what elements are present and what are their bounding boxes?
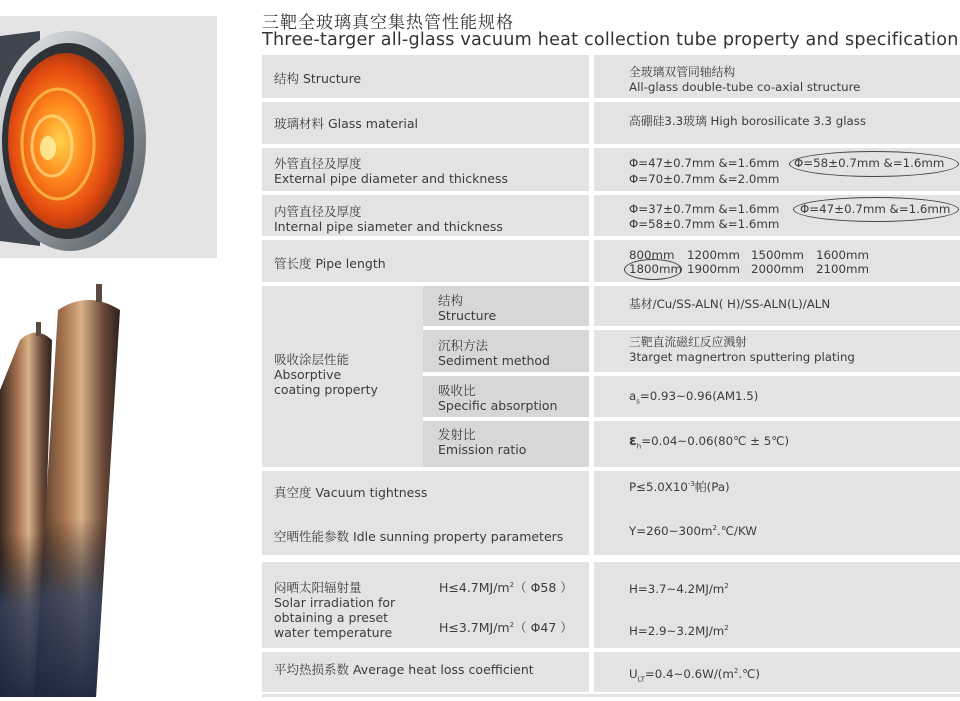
emission-value: $\varepsilon_h=0.04\sim 0.06(80℃$ ± 5℃)	[629, 433, 790, 451]
structure-label: 结构 Structure	[274, 71, 362, 86]
internal-pipe-value-1: Φ=37±0.7mm &=1.6mm	[629, 202, 780, 216]
heat-loss-label-cell	[262, 652, 589, 692]
vacuum-value: $P\le 5.0X10^{-3}$帕(Pa)	[629, 480, 730, 494]
pipe-length-value: 1500mm	[751, 248, 805, 262]
vacuum-tubes-image	[0, 270, 150, 697]
coating-structure-value-cell	[594, 286, 960, 326]
emission-label-cn: 发射比	[438, 427, 476, 442]
solar-condition-47: $H\le 3.7MJ/m^2$（ Φ47 ）	[439, 620, 573, 635]
heat-loss-value: $U_{LT}=0.4\sim 0.6W/(m^2.℃)$	[629, 667, 760, 684]
solar-condition-58: $H\le 4.7MJ/m^2$（ Φ58 ）	[439, 580, 573, 595]
coating-structure-label-cell	[423, 286, 589, 326]
pipe-length-value: 1200mm	[687, 248, 741, 262]
emission-value-cell	[594, 421, 960, 467]
page-title-en: Three-targer all-glass vacuum heat collection tube property and specification	[262, 30, 959, 50]
highlight-oval	[789, 151, 959, 177]
specific-absorption-label-cell	[423, 376, 589, 417]
coating-structure-label-en: Structure	[438, 308, 497, 323]
solar-label-en-3: water temperature	[274, 625, 393, 640]
sediment-label-cn: 沉积方法	[438, 338, 489, 353]
sediment-label-cell	[423, 330, 589, 372]
pipe-length-value-cell	[594, 240, 960, 282]
internal-pipe-value-3: Φ=58±0.7mm &=1.6mm	[629, 217, 780, 231]
highlight-oval	[793, 197, 959, 222]
vacuum-label-cell	[262, 471, 589, 510]
glass-material-value: 高硼硅3.3玻璃 High borosilicate 3.3 glass	[629, 114, 866, 128]
sediment-value-cell	[594, 330, 960, 372]
sediment-value-cn: 三靶直流磁红反应溅射	[629, 335, 747, 349]
structure-value-en: All-glass double-tube co-axial structure	[629, 80, 861, 94]
idle-value-cell	[594, 510, 960, 555]
internal-pipe-label-cell	[262, 195, 589, 236]
external-pipe-label-cell	[262, 148, 589, 191]
pipe-length-value: 1900mm	[687, 262, 741, 276]
solar-value-58: $H=3.7\sim 4.2MJ/m^2$	[629, 582, 729, 596]
highlight-oval	[624, 259, 682, 280]
tube-end-photo	[0, 16, 217, 258]
pipe-length-value: 800mm	[629, 248, 675, 262]
pipe-length-label-cell	[262, 240, 589, 282]
idle-label-cell	[262, 510, 589, 555]
solar-value-47: $H=2.9\sim 3.2MJ/m^2$	[629, 624, 729, 638]
external-pipe-value-cell	[594, 148, 960, 191]
external-pipe-value-2: Φ=58±0.7mm &=1.6mm	[794, 156, 945, 170]
internal-pipe-label-cn: 内管直径及厚度	[274, 204, 362, 219]
specific-absorption-label-en: Specific absorption	[438, 398, 558, 413]
idle-value: $Y=260\sim 300m^2.℃/KW$	[629, 524, 757, 538]
external-pipe-label-cn: 外管直径及厚度	[274, 156, 362, 171]
external-pipe-label-en: External pipe diameter and thickness	[274, 171, 509, 186]
emission-label-cell	[423, 421, 589, 467]
coating-structure-value: 基材/Cu/SS-ALN( H)/SS-ALN(L)/ALN	[629, 297, 831, 311]
coating-structure-label-cn: 结构	[438, 293, 464, 308]
sediment-value-en: 3target magnertron sputtering plating	[629, 350, 855, 364]
internal-pipe-value-cell	[594, 195, 960, 236]
specific-absorption-label-cn: 吸收比	[438, 383, 476, 398]
idle-label: 空晒性能参数 Idle sunning property parameters	[274, 529, 564, 544]
internal-pipe-value-2: Φ=47±0.7mm &=1.6mm	[800, 202, 951, 216]
pipe-length-value: 1800mm	[629, 262, 683, 276]
pipe-length-value: 2100mm	[816, 262, 870, 276]
vacuum-value-cell	[594, 471, 960, 510]
structure-value-cn: 全玻璃双管同轴结构	[629, 65, 736, 79]
pipe-length-value: 2000mm	[751, 262, 805, 276]
vacuum-label: 真空度 Vacuum tightness	[274, 485, 428, 500]
specific-absorption-value-cell	[594, 376, 960, 417]
tube-cross-section-image	[0, 16, 217, 258]
structure-label-cell	[262, 55, 589, 98]
pipe-length-label: 管长度 Pipe length	[274, 256, 386, 271]
sediment-label-en: Sediment method	[438, 353, 550, 368]
heat-loss-value-cell	[594, 652, 960, 692]
page-title-cn: 三靶全玻璃真空集热管性能规格	[262, 13, 514, 33]
glass-material-value-cell	[594, 102, 960, 144]
emission-label-en: Emission ratio	[438, 442, 527, 457]
absorptive-label-cell	[262, 286, 423, 467]
solar-value-cell	[594, 562, 960, 648]
internal-pipe-label-en: Internal pipe siameter and thickness	[274, 219, 503, 234]
pipe-length-value: 1600mm	[816, 248, 870, 262]
solar-label-en-2: obtaining a preset	[274, 610, 389, 625]
glass-material-label-cell	[262, 102, 589, 144]
solar-label-en-1: Solar irradiation for	[274, 595, 396, 610]
absorptive-label-en-1: Absorptive	[274, 367, 342, 382]
heat-loss-label: 平均热损系数 Average heat loss coefficient	[274, 662, 534, 677]
solar-label-cell	[262, 562, 589, 648]
external-pipe-value-3: Φ=70±0.7mm &=2.0mm	[629, 172, 780, 186]
absorptive-label-cn: 吸收涂层性能	[274, 352, 350, 367]
absorptive-label-en-2: coating property	[274, 382, 378, 397]
glass-material-label: 玻璃材料 Glass material	[274, 116, 418, 131]
vacuum-tubes-photo	[0, 270, 150, 697]
structure-value-cell	[594, 55, 960, 98]
solar-label-cn: 闷晒太阳辐射量	[274, 580, 362, 595]
specific-absorption-value: $a_s=0.93\sim 0.96(AM1.5)$	[629, 389, 759, 406]
external-pipe-value-1: Φ=47±0.7mm &=1.6mm	[629, 156, 780, 170]
